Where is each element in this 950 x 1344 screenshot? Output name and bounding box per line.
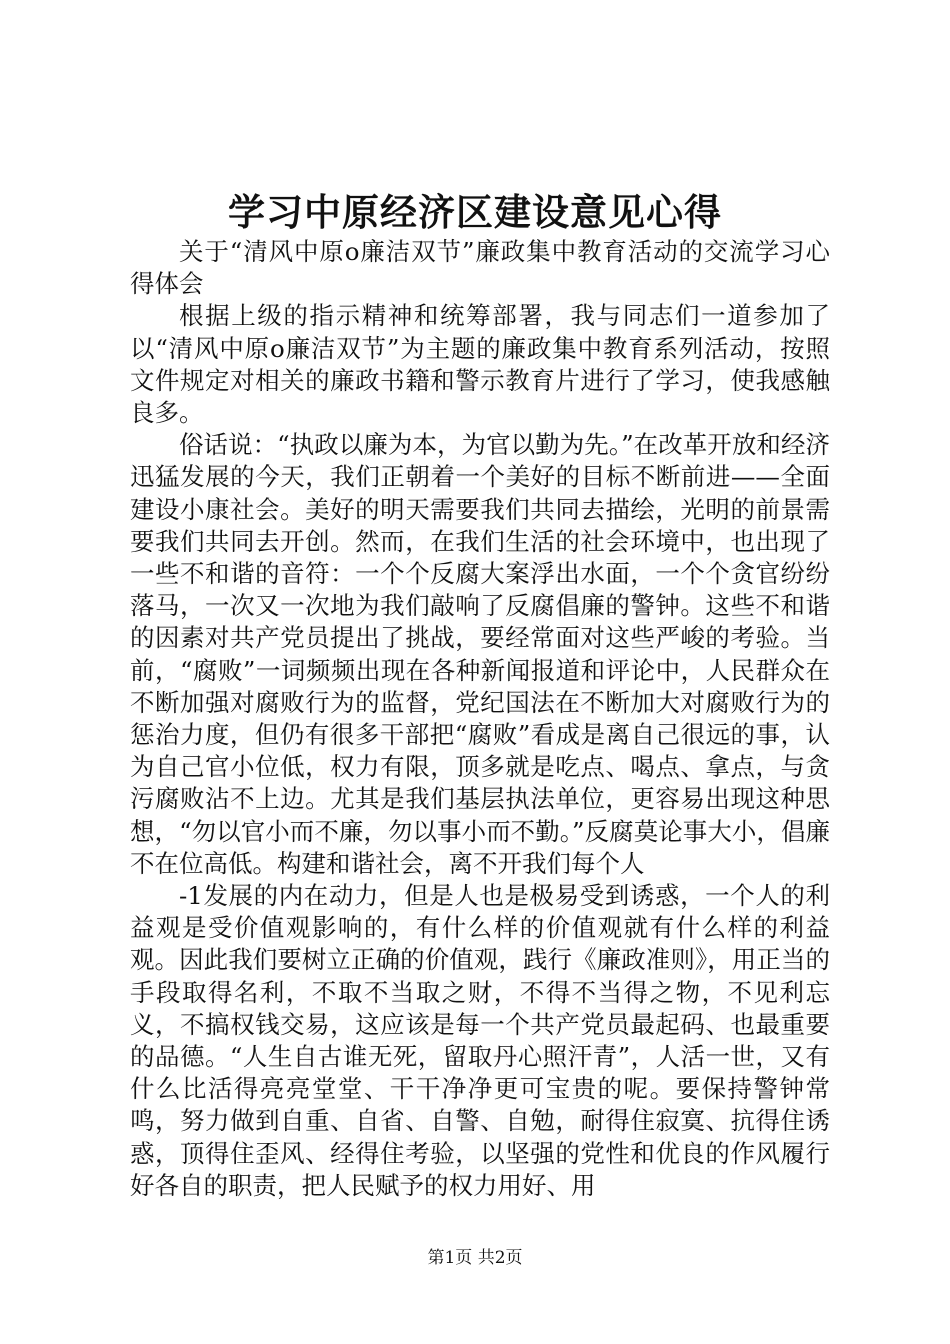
- paragraph-main: 俗话说：“执政以廉为本，为官以勤为先。”在改革开放和经济迅猛发展的今天，我们正朝着一个美好的目标不断前进——全面建设小康社会。美好的明天需要我们共同去描绘，光明的前景需要我们共同去开创。然而，在我们生活的社会环境中，也出现了一些不和谐的音符：一个个反腐大案浮出水面，一个个贪官纷纷落马，一次又一次地为我们敲响了反腐倡廉的警钟。这些不和谐的因素对共产党员提出了挑战，要经常面对这些严峻的考验。当前，“腐败”一词频频出现在各种新闻报道和评论中，人民群众在不断加强对腐败行为的监督，党纪国法在不断加大对腐败行为的惩治力度，但仍有很多干部把“腐败”看成是离自己很远的事，认为自己官小位低，权力有限，顶多就是吃点、喝点、拿点，与贪污腐败沾不上边。尤其是我们基层执法单位，更容易出现这种思想，“勿以官小而不廉，勿以事小而不勤。”反腐莫论事大小，倡廉不在位高低。构建和谐社会，离不开我们每个人: [130, 430, 830, 878]
- paragraph-intro: 根据上级的指示精神和统筹部署，我与同志们一道参加了以“清风中原o廉洁双节”为主题的廉政集中教育系列活动，按照文件规定对相关的廉政书籍和警示教育片进行了学习，使我感触良多。: [130, 301, 830, 428]
- document-title: 学习中原经济区建设意见心得: [228, 190, 722, 234]
- paragraph-continuation: -1发展的内在动力，但是人也是极易受到诱惑，一个人的利益观是受价值观影响的，有什么样的价值观就有什么样的利益观。因此我们要树立正确的价值观，践行《廉政准则》，用正当的手段取得名利，不取不当取之财，不得不当得之物，不见利忘义，不搞权钱交易，这应该是每一个共产党员最起码、也最重要的品德。“人生自古谁无死，留取丹心照汗青”，人活一世，又有什么比活得亮亮堂堂、干干净净更可宝贵的呢。要保持警钟常鸣，努力做到自重、自省、自警、自勉，耐得住寂寞、抗得住诱惑，顶得住歪风、经得住考验，以坚强的党性和优良的作风履行好各自的职责，把人民赋予的权力用好、用: [130, 881, 830, 1200]
- paragraph-heading: 关于“清风中原o廉洁双节”廉政集中教育活动的交流学习心得体会: [130, 237, 830, 299]
- page-footer: 第1页 共2页: [427, 1248, 523, 1268]
- document-body: [130, 236, 830, 1202]
